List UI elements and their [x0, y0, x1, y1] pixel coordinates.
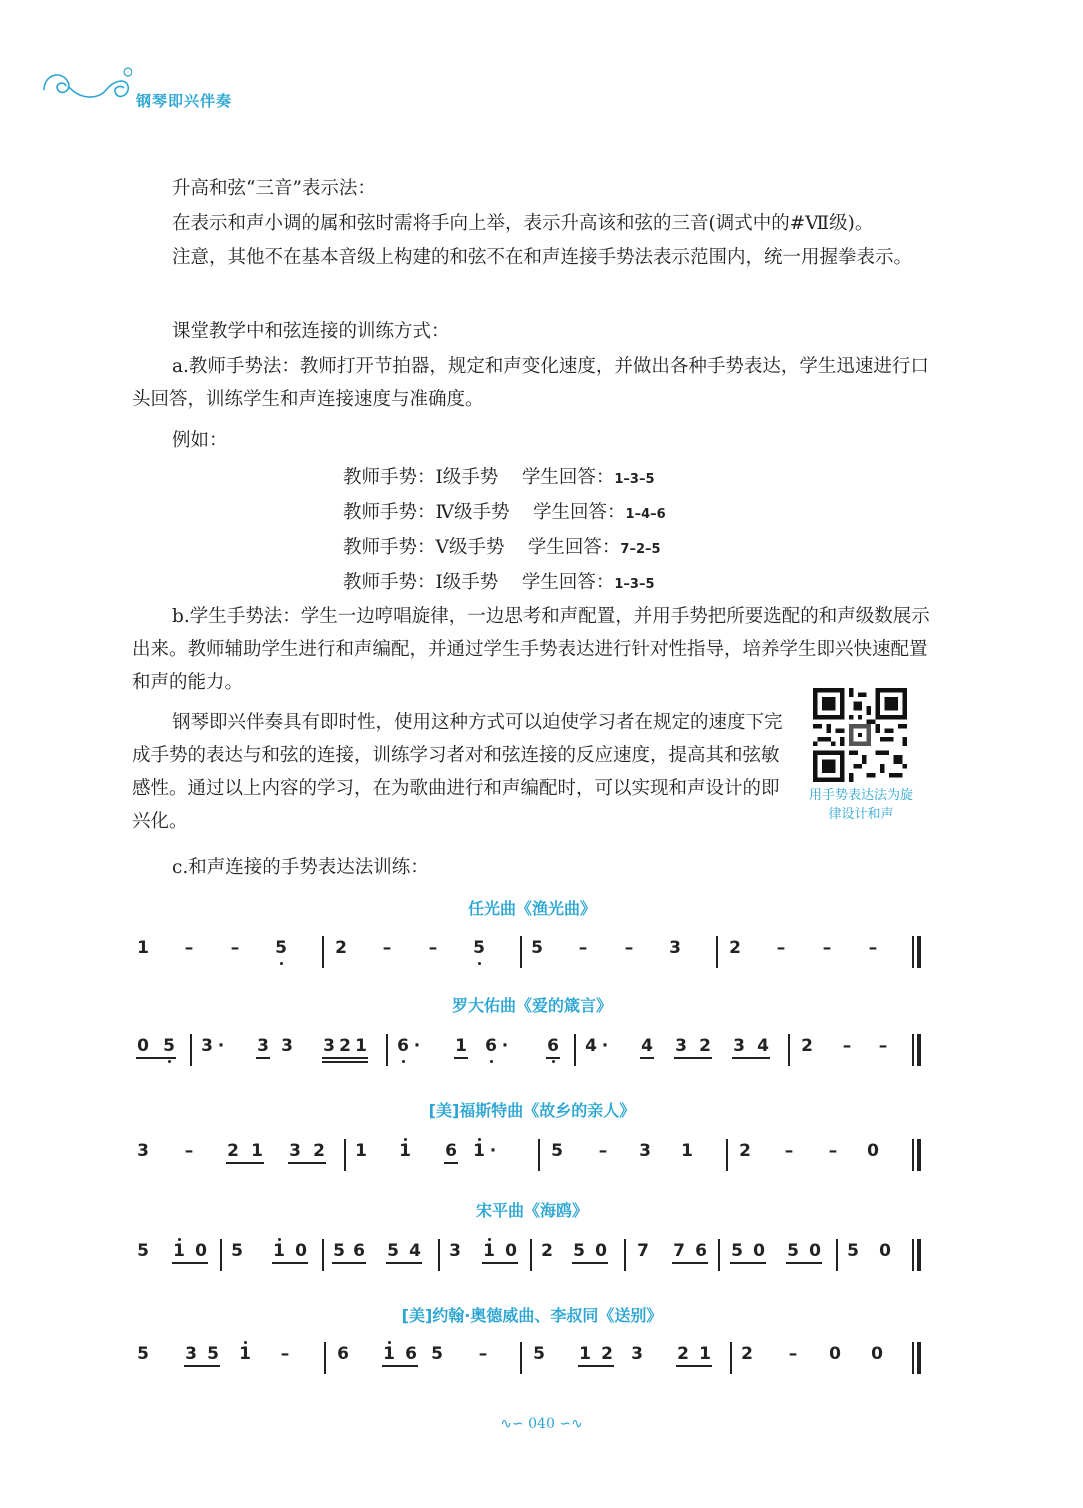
- note: 5: [731, 1241, 743, 1261]
- student-answer: 1–3–5: [614, 577, 655, 592]
- note: 3: [185, 1344, 197, 1364]
- note: 0: [295, 1241, 307, 1261]
- final-bar-line: [912, 1342, 914, 1374]
- underline: [226, 1162, 264, 1164]
- bar-line: [538, 1139, 540, 1171]
- note: –: [184, 938, 194, 958]
- note: 2: [601, 1344, 613, 1364]
- bar-line: [322, 1239, 324, 1271]
- note: 6: [405, 1344, 417, 1364]
- note: 1: [399, 1141, 411, 1161]
- qr-code-icon[interactable]: [813, 688, 907, 782]
- bar-line: [344, 1139, 346, 1171]
- note: 1: [579, 1344, 591, 1364]
- note: 1: [239, 1344, 251, 1364]
- note: –: [822, 938, 832, 958]
- note: 6: [547, 1036, 559, 1056]
- bar-line: [788, 1034, 790, 1066]
- note: 3: [281, 1036, 293, 1056]
- note: –: [828, 1141, 838, 1161]
- note: 5: [137, 1344, 149, 1364]
- note: 0: [809, 1241, 821, 1261]
- note: –: [788, 1344, 798, 1364]
- underline: [382, 1365, 418, 1367]
- underline: [730, 1262, 766, 1264]
- paragraph: 课堂教学中和弦连接的训练方式：: [172, 321, 450, 342]
- note: 1: [137, 938, 149, 958]
- bar-line: [324, 1342, 326, 1374]
- note: 3: [201, 1036, 213, 1056]
- bar-line: [574, 1034, 576, 1066]
- underline: [454, 1057, 468, 1059]
- note: 7: [673, 1241, 685, 1261]
- underline: [288, 1162, 326, 1164]
- note: 1: [699, 1344, 711, 1364]
- note: 0: [753, 1241, 765, 1261]
- paragraph: 钢琴即兴伴奏具有即时性，使用这种方式可以迫使学习者在规定的速度下完成手势的表达与和弦的连接，训练学习者对和弦连接的反应速度，提高其和弦敏感性。通过以上内容的学习，在为歌曲进行和声编配时，可以实现和声设计的即兴化。: [132, 712, 783, 832]
- underline: [674, 1057, 712, 1059]
- numbered-score: [132, 1026, 932, 1072]
- note: 1: [251, 1141, 263, 1161]
- numbered-score: [132, 1131, 932, 1177]
- bar-line: [220, 1239, 222, 1271]
- note: –: [478, 1344, 488, 1364]
- note: –: [624, 938, 634, 958]
- note: 2: [741, 1344, 753, 1364]
- note: 3: [289, 1141, 301, 1161]
- underline: [786, 1262, 822, 1264]
- underline: [184, 1365, 220, 1367]
- underline: [572, 1262, 608, 1264]
- note: 2: [801, 1036, 813, 1056]
- note: 2: [677, 1344, 689, 1364]
- numbered-score: [132, 1334, 932, 1380]
- numbered-score: [132, 928, 932, 974]
- note: –: [598, 1141, 608, 1161]
- final-bar-line: [912, 1034, 914, 1066]
- example-row: [343, 463, 655, 489]
- paragraph: 在表示和声小调的属和弦时需将手向上举，表示升高该和弦的三音(调式中的#Ⅶ级)。: [172, 213, 874, 234]
- underline: [444, 1162, 458, 1164]
- final-bar-line: [912, 1139, 914, 1171]
- qr-caption: 用手势表达法为旋律设计和声: [808, 788, 913, 822]
- note: 3: [449, 1241, 461, 1261]
- student-answer-label: 学生回答：: [533, 502, 626, 523]
- note: 5: [163, 1036, 175, 1056]
- page-header: [40, 60, 360, 110]
- note: 2: [335, 938, 347, 958]
- paragraph: b.学生手势法：学生一边哼唱旋律，一边思考和声配置，并用手势把所要选配的和声级数展示出来。教师辅助学生进行和声编配，并通过学生手势表达进行针对性指导，培养学生即兴快速配置和声的能力。: [132, 606, 930, 693]
- note: 5: [333, 1241, 345, 1261]
- note: –: [428, 938, 438, 958]
- note: 2: [313, 1141, 325, 1161]
- note: ·: [489, 1141, 497, 1161]
- student-answer: 7–2–5: [620, 542, 661, 557]
- song-title: 任光曲《渔光曲》: [467, 899, 596, 918]
- note: ·: [217, 1036, 225, 1056]
- underline: [546, 1057, 560, 1059]
- note: 3: [631, 1344, 643, 1364]
- bar-line: [190, 1034, 192, 1066]
- note: 3: [257, 1036, 269, 1056]
- note: –: [382, 938, 392, 958]
- underline: [386, 1262, 422, 1264]
- student-answer-label: 学生回答：: [521, 467, 615, 488]
- note: –: [842, 1036, 852, 1056]
- song-title: [美]约翰·奥德威曲、李叔同《送别》: [401, 1306, 663, 1325]
- note: 1: [383, 1344, 395, 1364]
- bar-line: [716, 936, 718, 968]
- underline: [272, 1262, 308, 1264]
- underline: [322, 1057, 368, 1059]
- note: 6: [485, 1036, 497, 1056]
- wave-ornament-icon: ∿∽: [500, 1416, 524, 1432]
- bar-line: [726, 1139, 728, 1171]
- final-bar-line: [917, 1034, 921, 1066]
- note: 2: [339, 1036, 351, 1056]
- underline: [640, 1057, 654, 1059]
- bar-line: [718, 1239, 720, 1271]
- wave-ornament-icon: ∽∿: [559, 1416, 583, 1432]
- note: –: [280, 1344, 290, 1364]
- note: –: [868, 938, 878, 958]
- note: 5: [787, 1241, 799, 1261]
- note: 5: [231, 1241, 243, 1261]
- note: –: [230, 938, 240, 958]
- underline: [172, 1262, 208, 1264]
- underline: [482, 1262, 518, 1264]
- underline: [136, 1057, 176, 1059]
- note: 2: [729, 938, 741, 958]
- note: 6: [353, 1241, 365, 1261]
- note: 3: [675, 1036, 687, 1056]
- song-title: [美]福斯特曲《故乡的亲人》: [428, 1101, 636, 1120]
- note: 2: [699, 1036, 711, 1056]
- paragraph: 例如：: [172, 430, 228, 451]
- note: 6: [445, 1141, 457, 1161]
- bar-line: [520, 1342, 522, 1374]
- note: 1: [355, 1141, 367, 1161]
- note: 1: [473, 1141, 485, 1161]
- note: ·: [413, 1036, 421, 1056]
- note: 0: [195, 1241, 207, 1261]
- underline: [732, 1057, 770, 1059]
- page-number-footer: [0, 1416, 1083, 1432]
- note: 4: [641, 1036, 653, 1056]
- note: 3: [639, 1141, 651, 1161]
- student-answer-label: 学生回答：: [521, 572, 615, 593]
- note: 5: [473, 938, 485, 958]
- bar-line: [322, 936, 324, 968]
- note: 3: [323, 1036, 335, 1056]
- numbered-score: [132, 1231, 932, 1277]
- final-bar-line: [917, 1139, 921, 1171]
- note: –: [184, 1141, 194, 1161]
- page-number: 040: [528, 1416, 555, 1432]
- note: ·: [601, 1036, 609, 1056]
- note: 2: [227, 1141, 239, 1161]
- note: 0: [505, 1241, 517, 1261]
- underline: [676, 1365, 712, 1367]
- note: 4: [585, 1036, 597, 1056]
- note: 3: [137, 1141, 149, 1161]
- note: ·: [501, 1036, 509, 1056]
- note: 5: [533, 1344, 545, 1364]
- paragraph: 注意，其他不在基本音级上构建的和弦不在和声连接手势法表示范围内，统一用握拳表示。: [172, 247, 913, 268]
- paragraph: 升高和弦“三音”表示法：: [172, 178, 376, 199]
- paragraph: c.和声连接的手势表达法训练：: [172, 857, 429, 878]
- note: 2: [541, 1241, 553, 1261]
- teacher-gesture: 教师手势：Ⅴ级手势: [343, 537, 505, 558]
- note: 0: [137, 1036, 149, 1056]
- example-row: [343, 533, 661, 559]
- final-bar-line: [912, 1239, 914, 1271]
- note: 5: [573, 1241, 585, 1261]
- note: 0: [829, 1344, 841, 1364]
- note: 1: [355, 1036, 367, 1056]
- underline: [672, 1262, 708, 1264]
- note: 3: [733, 1036, 745, 1056]
- note: 5: [531, 938, 543, 958]
- final-bar-line: [912, 936, 914, 968]
- swirl-ornament-icon: [40, 64, 132, 108]
- note: 1: [681, 1141, 693, 1161]
- note: 6: [397, 1036, 409, 1056]
- teacher-gesture: 教师手势：Ⅰ级手势: [343, 467, 499, 488]
- note: –: [878, 1036, 888, 1056]
- example-row: [343, 568, 655, 594]
- note: 4: [757, 1036, 769, 1056]
- underline: [322, 1061, 368, 1063]
- bar-line: [624, 1239, 626, 1271]
- note: 0: [595, 1241, 607, 1261]
- song-title: 罗大佑曲《爱的箴言》: [451, 996, 612, 1015]
- bar-line: [836, 1239, 838, 1271]
- bar-line: [730, 1342, 732, 1374]
- note: –: [776, 938, 786, 958]
- note: 0: [867, 1141, 879, 1161]
- note: 6: [695, 1241, 707, 1261]
- teacher-gesture: 教师手势：Ⅰ级手势: [343, 572, 499, 593]
- note: 1: [173, 1241, 185, 1261]
- note: 1: [455, 1036, 467, 1056]
- note: 5: [387, 1241, 399, 1261]
- underline: [332, 1262, 366, 1264]
- note: 5: [847, 1241, 859, 1261]
- student-answer-label: 学生回答：: [527, 537, 621, 558]
- final-bar-line: [917, 1342, 921, 1374]
- note: 5: [431, 1344, 443, 1364]
- note: 0: [879, 1241, 891, 1261]
- paragraph: a.教师手势法：教师打开节拍器，规定和声变化速度，并做出各种手势表达，学生迅速进行口头回答，训练学生和声连接速度与准确度。: [132, 356, 929, 410]
- underline: [578, 1365, 614, 1367]
- bar-line: [386, 1034, 388, 1066]
- note: 6: [337, 1344, 349, 1364]
- note: 5: [551, 1141, 563, 1161]
- note: 3: [669, 938, 681, 958]
- student-answer: 1–4–6: [625, 507, 666, 522]
- bar-line: [520, 936, 522, 968]
- note: 5: [137, 1241, 149, 1261]
- note: 2: [739, 1141, 751, 1161]
- underline: [256, 1057, 270, 1059]
- example-row: [343, 498, 666, 524]
- note: 5: [275, 938, 287, 958]
- note: 4: [409, 1241, 421, 1261]
- note: 0: [871, 1344, 883, 1364]
- bar-line: [438, 1239, 440, 1271]
- student-answer: 1–3–5: [614, 472, 655, 487]
- note: 1: [483, 1241, 495, 1261]
- song-title: 宋平曲《海鸥》: [475, 1201, 588, 1220]
- note: 7: [637, 1241, 649, 1261]
- note: –: [578, 938, 588, 958]
- teacher-gesture: 教师手势：Ⅳ级手势: [343, 502, 510, 523]
- note: –: [784, 1141, 794, 1161]
- note: 1: [273, 1241, 285, 1261]
- book-title: 钢琴即兴伴奏: [136, 92, 233, 110]
- note: 5: [207, 1344, 219, 1364]
- final-bar-line: [917, 1239, 921, 1271]
- final-bar-line: [917, 936, 921, 968]
- bar-line: [530, 1239, 532, 1271]
